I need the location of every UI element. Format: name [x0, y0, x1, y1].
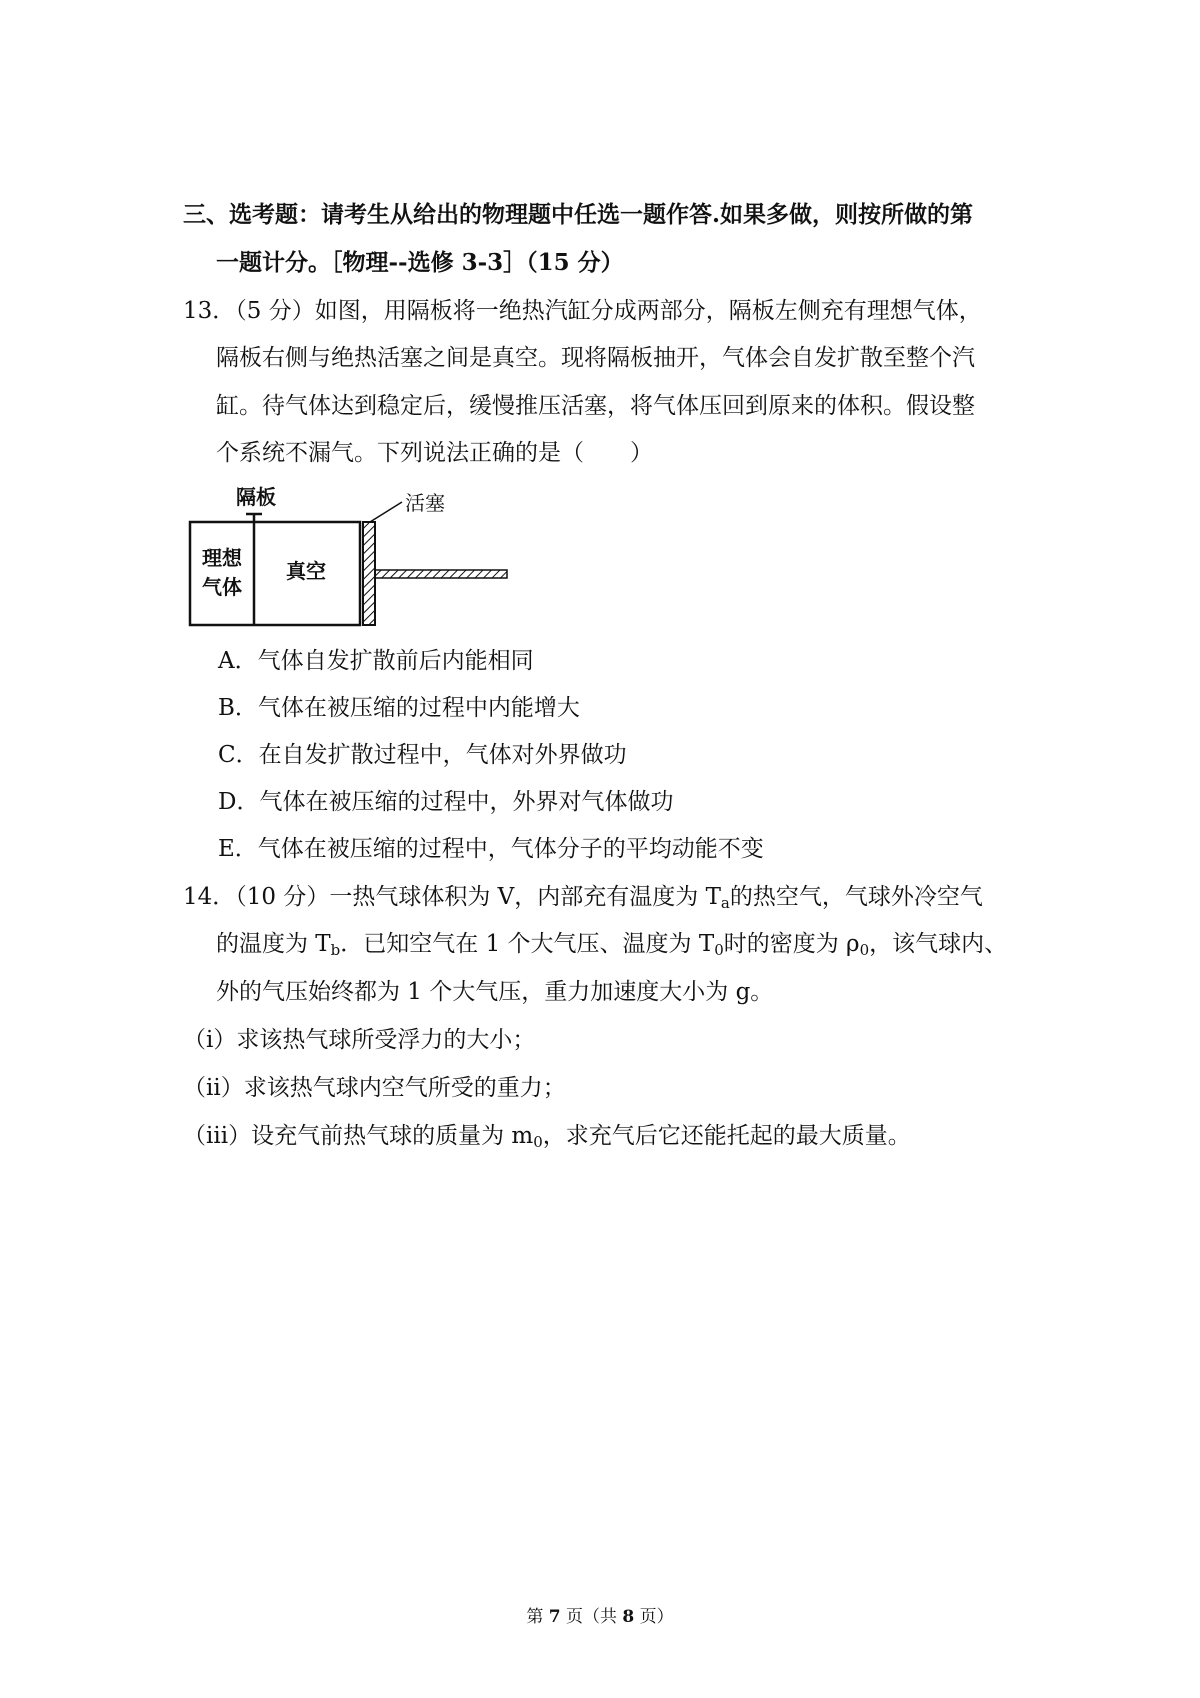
q14-sub-i: （i）求该热气球所受浮力的大小；: [183, 1027, 536, 1053]
q14-line2-sub1: b: [330, 941, 341, 959]
label-piston: 活塞: [405, 491, 445, 515]
cylinder-walls: [190, 522, 360, 625]
section-heading-line2: 一题计分。［物理--选修 3-3］（15 分）: [216, 249, 624, 276]
footer-page-number: 7: [548, 1607, 561, 1627]
footer-mid: 页（共: [560, 1607, 623, 1627]
q14-line2: [216, 929, 1007, 959]
q14-sub-iii-sub: 0: [533, 1133, 543, 1151]
cylinder-diagram: [180, 482, 520, 632]
q13-option-d: D．气体在被压缩的过程中，外界对气体做功: [218, 789, 674, 815]
q13-line4: 个系统不漏气。下列说法正确的是（ ）: [216, 440, 653, 466]
section-heading-line1: 三、选考题：请考生从给出的物理题中任选一题作答.如果多做，则按所做的第: [183, 201, 974, 228]
page-footer: [0, 1605, 1200, 1629]
piston: [363, 522, 375, 625]
q14-line1: [183, 882, 983, 912]
q14-sub-iii-a: （iii）设充气前热气球的质量为 m: [183, 1123, 534, 1149]
label-partition: 隔板: [236, 485, 276, 509]
piston-rod: [375, 570, 507, 578]
q14-sub-iii-b: ，求充气后它还能托起的最大质量。: [542, 1123, 911, 1149]
q14-sub-iii: [183, 1121, 911, 1151]
q13-line2: 隔板右侧与绝热活塞之间是真空。现将隔板抽开，气体会自发扩散至整个汽: [216, 345, 975, 371]
piston-leader: [370, 502, 402, 522]
q14-line1-sub: a: [720, 894, 730, 912]
q14-line1-a: 14．（10 分）一热气球体积为 V，内部充有温度为 T: [183, 884, 721, 910]
q13-option-e: E．气体在被压缩的过程中，气体分子的平均动能不变: [218, 836, 764, 862]
q14-sub-ii: （ii）求该热气球内空气所受的重力；: [183, 1075, 566, 1101]
label-gas-1: 理想: [202, 546, 242, 570]
footer-total-pages: 8: [622, 1607, 635, 1627]
q13-line1: 13．（5 分）如图，用隔板将一绝热汽缸分成两部分，隔板左侧充有理想气体，: [183, 298, 982, 324]
footer-prefix: 第: [526, 1607, 549, 1627]
q14-line3: 外的气压始终都为 1 个大气压，重力加速度大小为 g。: [216, 979, 774, 1005]
q14-line1-b: 的热空气，气球外冷空气: [729, 884, 983, 910]
q14-line2-sub3: 0: [859, 941, 870, 959]
q13-option-c: C．在自发扩散过程中，气体对外界做功: [218, 742, 627, 768]
label-vacuum: 真空: [286, 559, 326, 583]
footer-suffix: 页）: [634, 1607, 674, 1627]
q14-line2-d: ，该气球内、: [869, 931, 1008, 957]
q14-line2-sub2: 0: [714, 941, 724, 959]
q14-line2-b: ．已知空气在 1 个大气压、温度为 T: [340, 931, 715, 957]
q13-option-a: A．气体自发扩散前后内能相同: [218, 648, 534, 674]
q13-option-b: B．气体在被压缩的过程中内能增大: [218, 695, 580, 721]
q14-line2-c: 时的密度为 ρ: [723, 931, 860, 957]
label-gas-2: 气体: [202, 575, 242, 599]
q14-line2-a: 的温度为 T: [216, 931, 331, 957]
q13-line3: 缸。待气体达到稳定后，缓慢推压活塞，将气体压回到原来的体积。假设整: [216, 393, 975, 419]
